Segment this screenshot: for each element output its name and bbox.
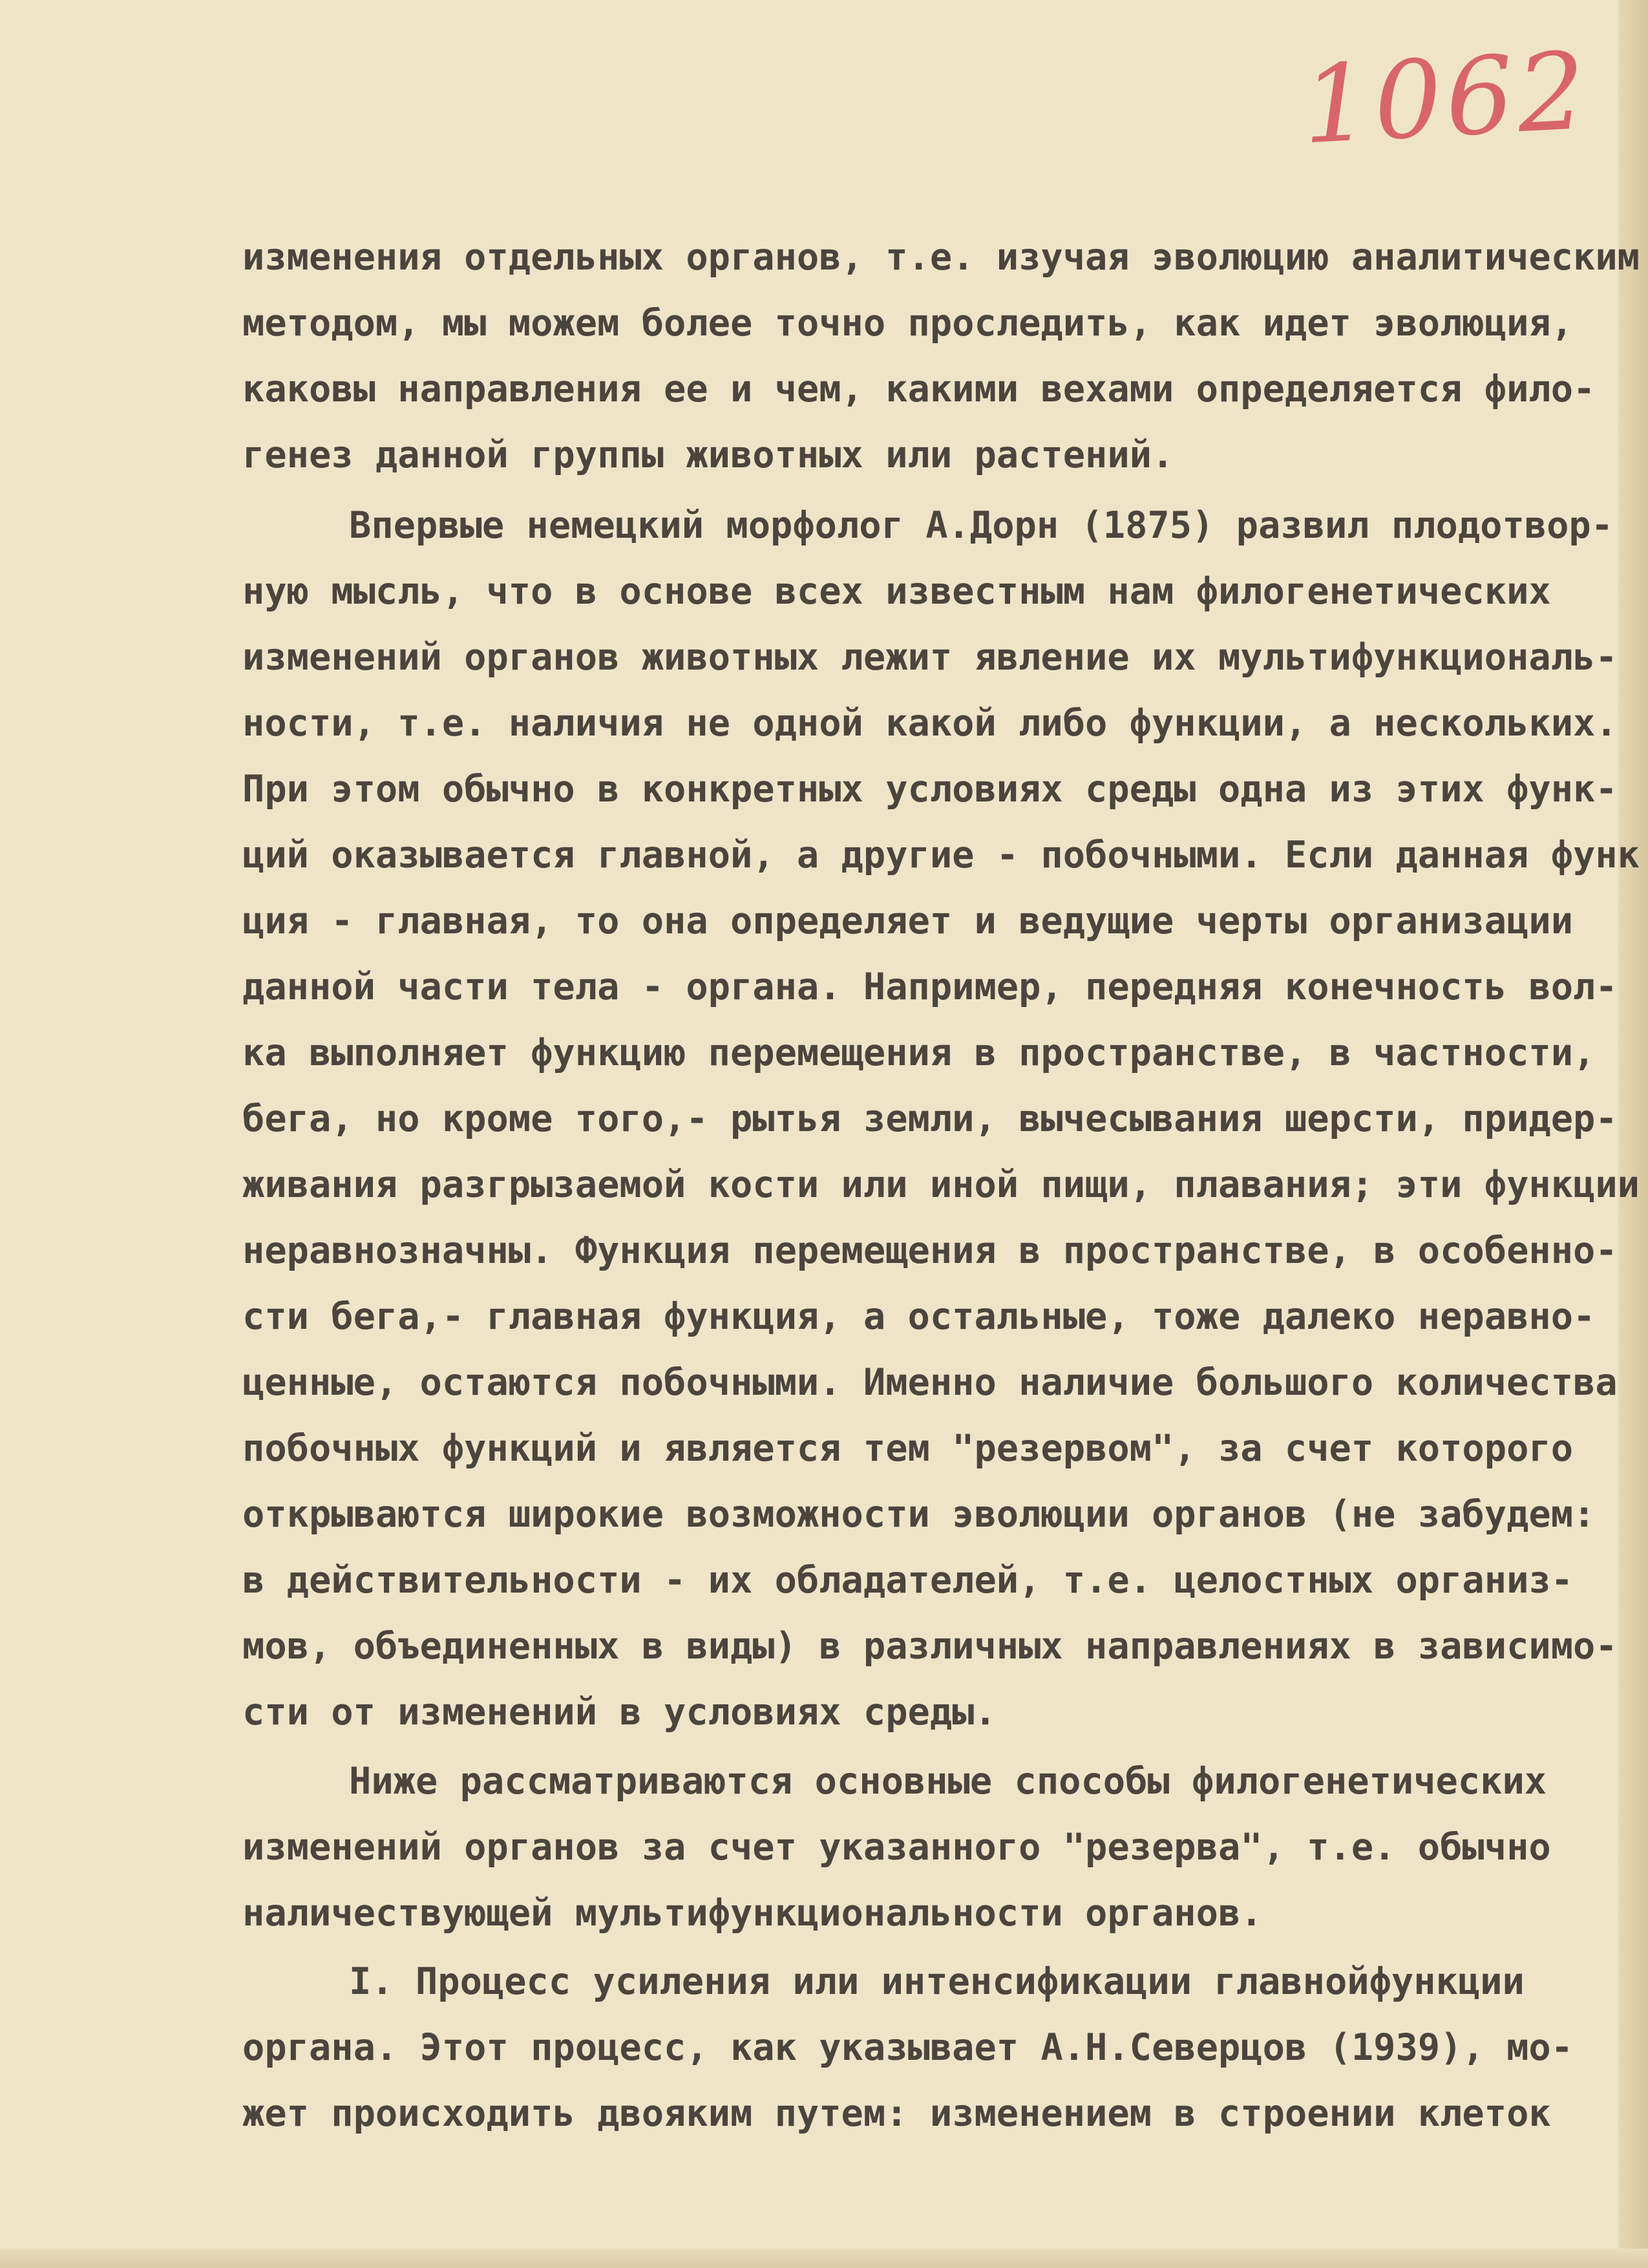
text-line: изменений органов животных лежит явление их мультифункциональ- — [242, 636, 1618, 679]
text-line: сти от изменений в условиях среды. — [242, 1691, 997, 1733]
text-line: ция - главная, то она определяет и ведущие черты организации — [242, 900, 1574, 942]
text-line: в действительности - их обладателей, т.е. целостных организ- — [242, 1559, 1574, 1602]
text-line: живания разгрызаемой кости или иной пищи, плавания; эти функции — [242, 1163, 1640, 1206]
text-line: изменений органов за счет указанного "резерва", т.е. обычно — [242, 1826, 1551, 1869]
text-line: ную мысль, что в основе всех известным нам филогенетических — [242, 570, 1551, 613]
text-line: ка выполняет функцию перемещения в пространстве, в частности, — [242, 1032, 1596, 1074]
text-line: генез данной группы животных или растений. — [242, 434, 1174, 476]
text-line: данной части тела - органа. Например, передняя конечность вол- — [242, 966, 1618, 1008]
text-line: каковы направления ее и чем, какими вехами определяется фило- — [242, 368, 1596, 410]
text-line: I. Процесс усиления или интенсификации главнойфункции — [349, 1960, 1525, 2003]
text-line: бега, но кроме того,- рытья земли, вычесывания шерсти, придер- — [242, 1097, 1618, 1140]
text-line: открываются широкие возможности эволюции органов (не забудем: — [242, 1493, 1596, 1536]
text-line: изменения отдельных органов, т.е. изучая эволюцию аналитическим — [242, 236, 1640, 279]
text-line: побочных функций и является тем "резервом", за счет которого — [242, 1427, 1574, 1470]
text-line: ценные, остаются побочными. Именно наличие большого количества — [242, 1361, 1618, 1404]
text-line: сти бега,- главная функция, а остальные, тоже далеко неравно- — [242, 1295, 1596, 1338]
text-line: наличествующей мультифункциональности органов. — [242, 1892, 1263, 1934]
text-line: методом, мы можем более точно проследить, как идет эволюция, — [242, 302, 1574, 344]
text-line: Ниже рассматриваются основные способы филогенетических — [349, 1760, 1547, 1803]
text-line: неравнозначны. Функция перемещения в пространстве, в особенно- — [242, 1229, 1618, 1272]
paper-edge-bottom — [0, 2249, 1648, 2268]
text-line: ций оказывается главной, а другие - побочными. Если данная функ — [242, 834, 1640, 876]
text-line: мов, объединенных в виды) в различных направлениях в зависимо- — [242, 1625, 1618, 1668]
text-line: жет происходить двояким путем: изменением в строении клеток — [242, 2092, 1551, 2135]
text-line: Впервые немецкий морфолог А.Дорн (1875) развил плодотвор- — [349, 504, 1614, 547]
text-line: При этом обычно в конкретных условиях среды одна из этих функ- — [242, 768, 1618, 811]
text-line: органа. Этот процесс, как указывает А.Н.Северцов (1939), мо- — [242, 2026, 1574, 2069]
paper-edge-right — [1618, 0, 1648, 2268]
text-line: ности, т.е. наличия не одной какой либо функции, а нескольких. — [242, 702, 1618, 745]
handwritten-page-number: 1062 — [1299, 28, 1592, 168]
